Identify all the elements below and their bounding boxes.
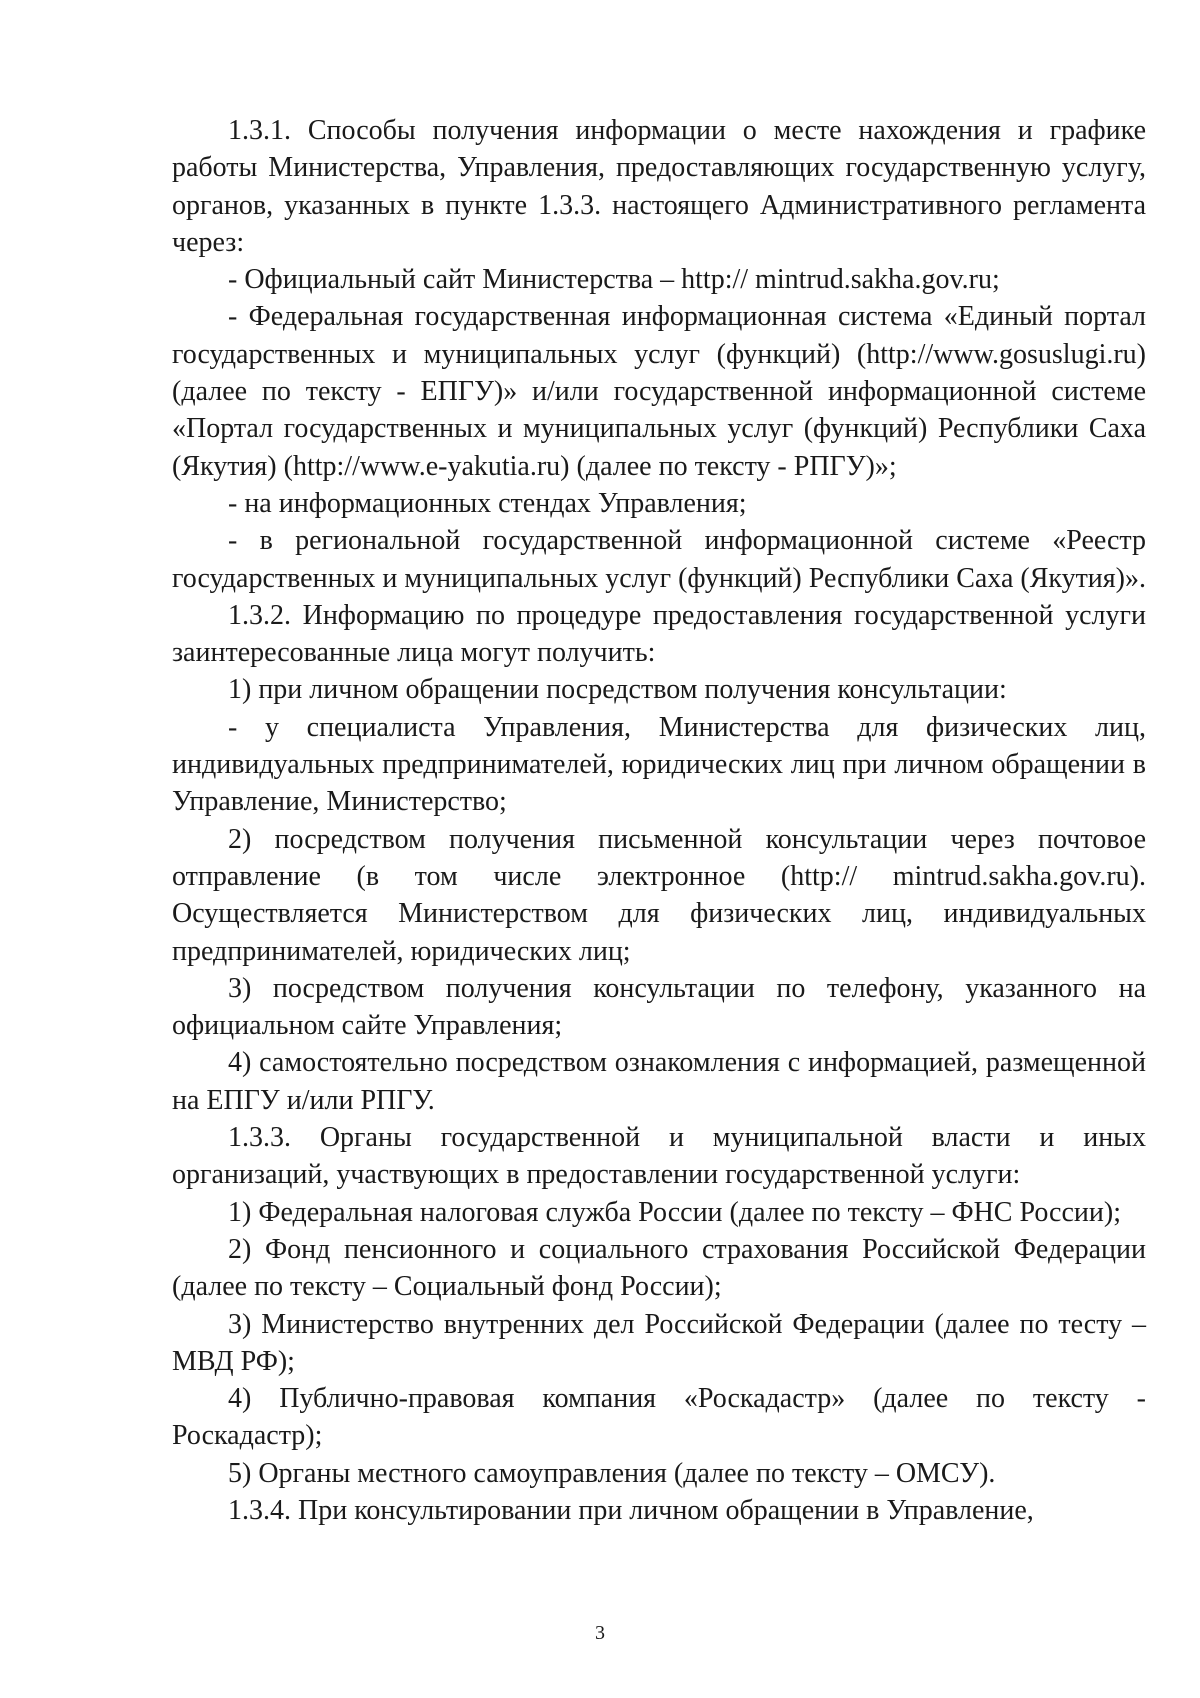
list-item-phone-consultation: 3) посредством получения консультации по телефону, указанного на официальном сайте Управления; (172, 972, 1146, 1042)
list-item-written-consultation: 2) посредством получения письменной консультации через почтовое отправление (в том числе электронное (http:// mintrud.sakha.gov.ru). Осуществляется Министерством для физических лиц, индивидуальных предпринимателей, юридических лиц; (172, 823, 1146, 967)
page-number: 3 (595, 1622, 605, 1644)
list-item-social-fund: 2) Фонд пенсионного и социального страхования Российской Федерации (далее по тексту – Социальный фонд России); (172, 1233, 1146, 1303)
paragraph-1-3-2: 1.3.2. Информацию по процедуре предоставления государственной услуги заинтересованные лица могут получить: (172, 599, 1146, 669)
list-item-epgu-rpgu: - Федеральная государственная информационная система «Единый портал государственных и муниципальных услуг (функций) (http://www.gosuslugi.ru) (далее по тексту - ЕПГУ)» и/или государственной информационной системе «Портал государственных и муниципальных услуг (функций) Республики Саха (Якутия) (http://www.e-yakutia.ru) (далее по тексту - РПГУ)»; (172, 301, 1146, 482)
paragraph-1-3-4: 1.3.4. При консультировании при личном обращении в Управление, (228, 1494, 1034, 1526)
list-item-official-site: - Официальный сайт Министерства – http:// mintrud.sakha.gov.ru; (228, 264, 1000, 296)
list-item-specialist: - у специалиста Управления, Министерства для физических лиц, индивидуальных предпринимателей, юридических лиц при личном обращении в Управление, Министерство; (172, 711, 1146, 818)
list-item-roskadastr: 4) Публично-правовая компания «Роскадастр» (далее по тексту - Роскадастр); (172, 1383, 1146, 1452)
list-item-registry: - в региональной государственной информационной системе «Реестр государственных и муниципальных услуг (функций) Республики Саха (Якутия)». (172, 525, 1146, 594)
list-item-fns: 1) Федеральная налоговая служба России (далее по тексту – ФНС России); (228, 1196, 1121, 1228)
list-item-info-stands: - на информационных стендах Управления; (228, 487, 747, 519)
paragraph-1-3-1: 1.3.1. Способы получения информации о месте нахождения и графике работы Министерства, Управления, предоставляющих государственную услугу, органов, указанных в пункте 1.3.3. настоящего Административного регламента через: (172, 115, 1146, 258)
list-item-omsu: 5) Органы местного самоуправления (далее по тексту – ОМСУ). (228, 1457, 996, 1489)
list-item-personal-visit: 1) при личном обращении посредством получения консультации: (228, 674, 1007, 706)
list-item-mvd: 3) Министерство внутренних дел Российской Федерации (далее по тесту – МВД РФ); (172, 1308, 1146, 1377)
paragraph-1-3-3: 1.3.3. Органы государственной и муниципальной власти и иных организаций, участвующих в предоставлении государственной услуги: (172, 1122, 1146, 1191)
list-item-self-service: 4) самостоятельно посредством ознакомления с информацией, размещенной на ЕПГУ и/или РПГУ. (172, 1047, 1146, 1116)
document-body (172, 112, 1146, 1529)
